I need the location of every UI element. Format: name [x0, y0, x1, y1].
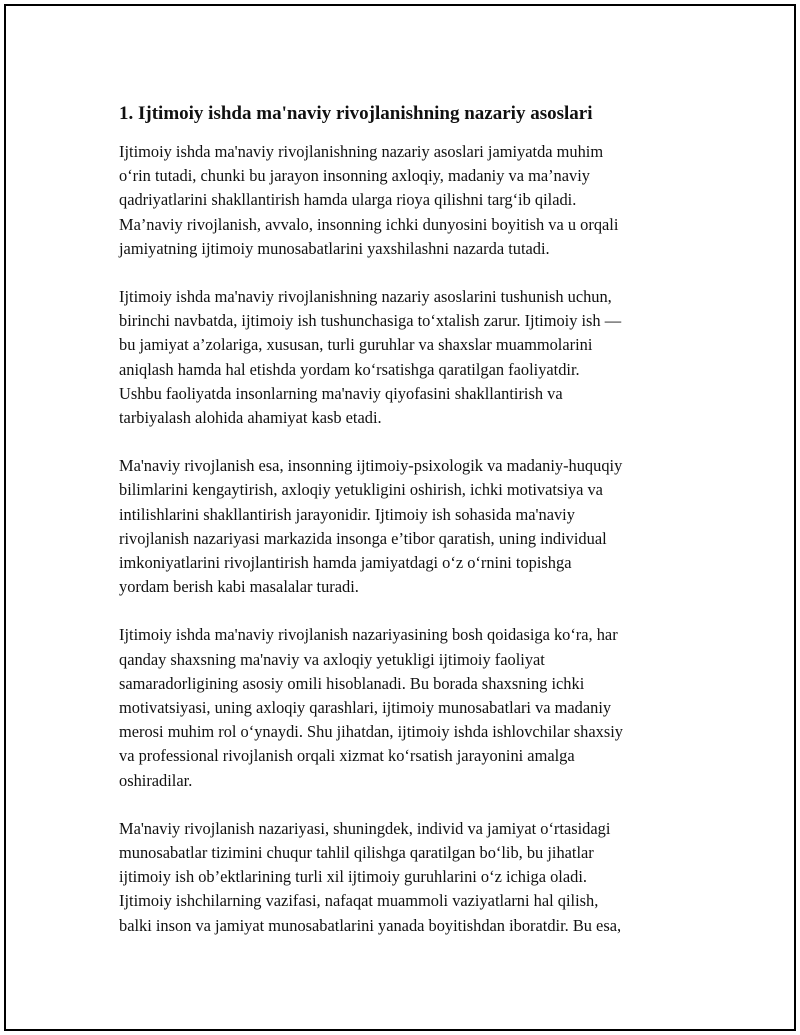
- paragraph-1: Ijtimoiy ishda ma'naviy rivojlanishning nazariy asoslari jamiyatda muhim o‘rin tutadi, chunki bu jarayon insonning axloqiy, madaniy va ma’naviy qadriyatlarini shakllantirish hamda ularga rioya qilishni targ‘ib qiladi. Ma’naviy rivojlanish, avvalo, insonning ichki dunyosini boyitish va u orqali jamiyatning ijtimoiy munosabatlarini yaxshilashni nazarda tutadi.: [119, 142, 619, 258]
- document-page: [4, 4, 796, 1031]
- section-heading: 1. Ijtimoiy ishda ma'naviy rivojlanishning nazariy asoslari: [119, 103, 593, 124]
- paragraph-3: Ma'naviy rivojlanish esa, insonning ijtimoiy-psixologik va madaniy-huquqiy bilimlarini kengaytirish, axloqiy yetukligini oshirish, ichki motivatsiya va intilishlarini shakllantirish jarayonidir. Ijtimoiy ish sohasida ma'naviy rivojlanish nazariyasi markazida insonga e’tibor qaratish, uning individual imkoniyatlarini rivojlantirish hamda jamiyatdagi o‘z o‘rnini topishga yordam berish kabi masalalar turadi.: [119, 456, 623, 597]
- paragraph-4: Ijtimoiy ishda ma'naviy rivojlanish nazariyasining bosh qoidasiga ko‘ra, har qanday shaxsning ma'naviy va axloqiy yetukligi ijtimoiy faoliyat samaradorligining asosiy omili hisoblanadi. Bu borada shaxsning ichki motivatsiyasi, uning axloqiy qarashlari, ijtimoiy munosabatlari va madaniy merosi muhim rol o‘ynaydi. Shu jihatdan, ijtimoiy ishda ishlovchilar shaxsiy va professional rivojlanish orqali xizmat ko‘rsatish jarayonini amalga oshiradilar.: [119, 625, 623, 790]
- paragraph-2: Ijtimoiy ishda ma'naviy rivojlanishning nazariy asoslarini tushunish uchun, birinchi navbatda, ijtimoiy ish tushunchasiga to‘xtalish zarur. Ijtimoiy ish — bu jamiyat a’zolariga, xususan, turli guruhlar va shaxslar muammolarini aniqlash hamda hal etishda yordam ko‘rsatishga qaratilgan faoliyatdir. Ushbu faoliyatda insonlarning ma'naviy qiyofasini shakllantirish va tarbiyalash alohida ahamiyat kasb etadi.: [119, 287, 622, 428]
- paragraph-5: Ma'naviy rivojlanish nazariyasi, shuningdek, individ va jamiyat o‘rtasidagi munosabatlar tizimini chuqur tahlil qilishga qaratilgan bo‘lib, bu jihatlar ijtimoiy ish ob’ektlarining turli xil ijtimoiy guruhlarini o‘z ichiga oladi. Ijtimoiy ishchilarning vazifasi, nafaqat muammoli vaziyatlarni hal qilish, balki inson va jamiyat munosabatlarini yanada boyitishdan iboratdir. Bu esa,: [119, 818, 622, 935]
- document-body: [119, 102, 694, 962]
